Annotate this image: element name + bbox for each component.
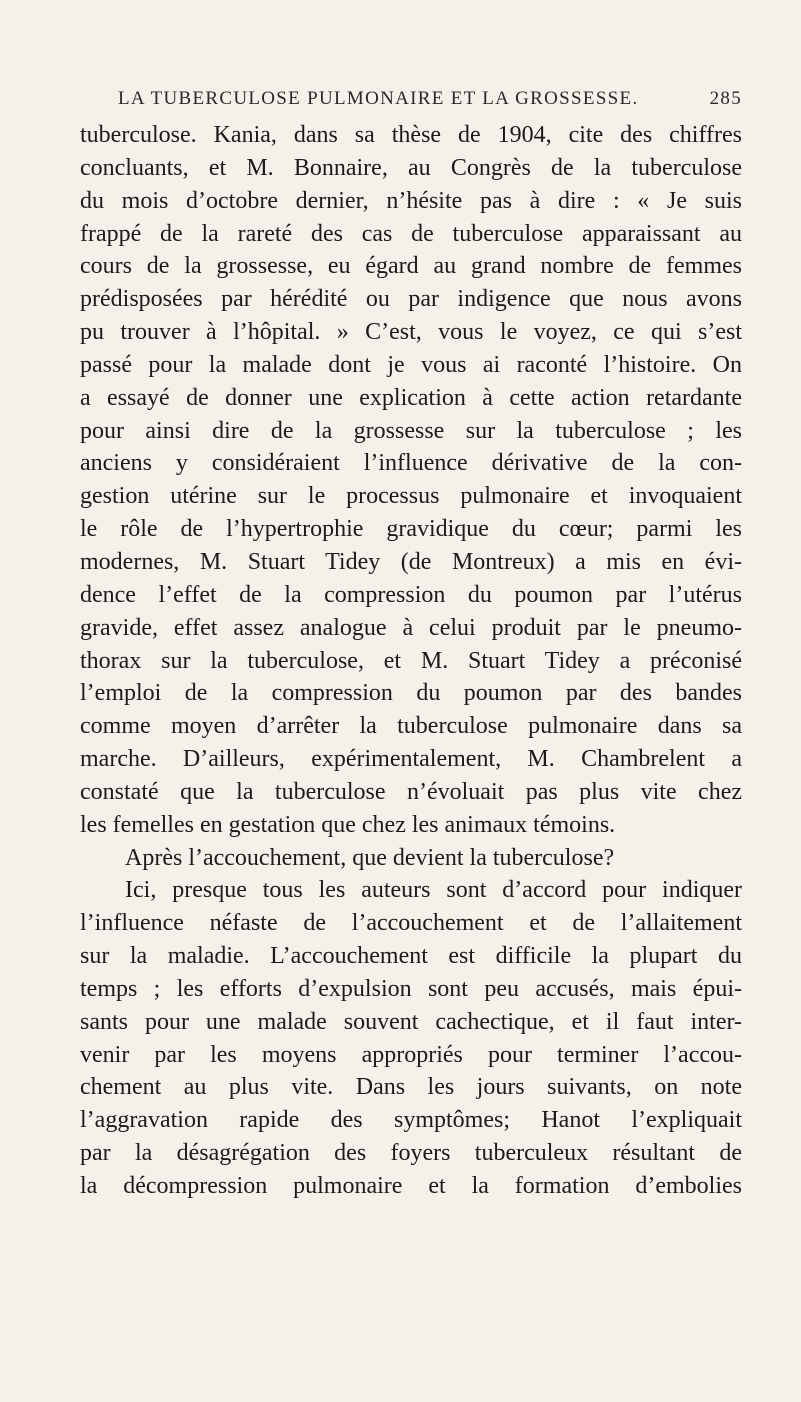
running-head — [118, 88, 742, 118]
text-line: les femelles en gestation que chez les animaux témoins. — [80, 811, 616, 838]
text-line: par la désagrégation des foyers tuberculeux résultant de — [80, 1140, 742, 1167]
text-line: marche. D’ailleurs, expérimentalement, M. Chambrelent a — [80, 746, 742, 773]
running-title: LA TUBERCULOSE PULMONAIRE ET LA GROSSESSE. — [118, 88, 639, 109]
text-line: gravide, effet assez analogue à celui produit par le pneumo- — [80, 614, 742, 641]
text-line: l’influence néfaste de l’accouchement et de l’allaitement — [80, 910, 742, 937]
text-line: constaté que la tuberculose n’évoluait pas plus vite chez — [80, 778, 742, 805]
text-line: du mois d’octobre dernier, n’hésite pas à dire : « Je suis — [80, 187, 742, 214]
text-line: chement au plus vite. Dans les jours suivants, on note — [80, 1074, 742, 1101]
text-line: pour ainsi dire de la grossesse sur la tuberculose ; les — [80, 417, 742, 444]
body-text — [80, 119, 742, 1203]
text-line: tuberculose. Kania, dans sa thèse de 1904, cite des chiffres — [80, 122, 742, 148]
paragraph-first-line: Après l’accouchement, que devient la tuberculose? — [125, 844, 615, 871]
text-line: thorax sur la tuberculose, et M. Stuart Tidey a préconisé — [80, 647, 742, 674]
text-line: modernes, M. Stuart Tidey (de Montreux) a mis en évi- — [80, 548, 742, 575]
text-line: anciens y considéraient l’influence dérivative de la con- — [80, 450, 742, 477]
text-line: l’aggravation rapide des symptômes; Hanot l’expliquait — [80, 1107, 742, 1134]
text-line: concluants, et M. Bonnaire, au Congrès de la tuberculose — [80, 154, 742, 181]
text-line: a essayé de donner une explication à cette action retardante — [80, 384, 742, 411]
text-line: comme moyen d’arrêter la tuberculose pulmonaire dans sa — [80, 713, 742, 740]
text-line: sur la maladie. L’accouchement est difficile la plupart du — [80, 943, 742, 970]
paragraph-first-line: Ici, presque tous les auteurs sont d’accord pour indiquer — [125, 877, 742, 904]
text-line: sants pour une malade souvent cachectique, et il faut inter- — [80, 1008, 742, 1035]
text-line: dence l’effet de la compression du poumon par l’utérus — [80, 581, 742, 608]
text-line: cours de la grossesse, eu égard au grand nombre de femmes — [80, 253, 742, 280]
text-line: temps ; les efforts d’expulsion sont peu accusés, mais épui- — [80, 975, 742, 1002]
text-line: la décompression pulmonaire et la formation d’embolies — [80, 1173, 742, 1199]
text-line: l’emploi de la compression du poumon par des bandes — [80, 680, 742, 707]
text-line: frappé de la rareté des cas de tuberculose apparaissant au — [80, 220, 742, 247]
text-line: le rôle de l’hypertrophie gravidique du cœur; parmi les — [80, 516, 742, 543]
text-line: prédisposées par hérédité ou par indigence que nous avons — [80, 286, 742, 313]
text-line: venir par les moyens appropriés pour terminer l’accou- — [80, 1041, 742, 1068]
page-number: 285 — [709, 88, 742, 109]
text-line: passé pour la malade dont je vous ai raconté l’histoire. On — [80, 351, 742, 378]
text-line: pu trouver à l’hôpital. » C’est, vous le voyez, ce qui s’est — [80, 319, 742, 346]
text-line: gestion utérine sur le processus pulmonaire et invoquaient — [80, 483, 742, 510]
